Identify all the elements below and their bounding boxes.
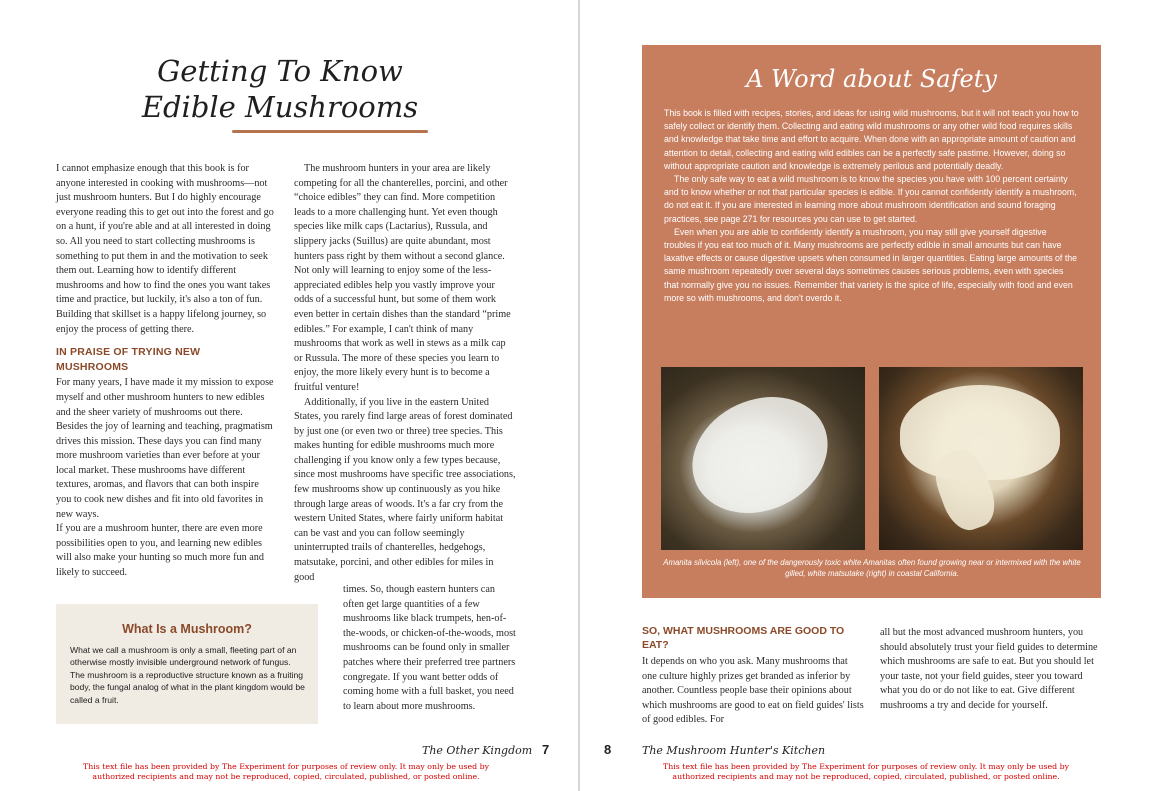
paragraph: If you are a mushroom hunter, there are even more possibilities open to you, and learning new edibles will also make your hunting so much more fun and likely to succeed. <box>56 523 264 579</box>
paragraph: For many years, I have made it my mission to expose myself and other mushroom hunters to new edibles and the sheer variety of mushrooms out there. Besides the joy of learning and teaching, pragmatism drives this mission. These days you can find many more mushroom varieties than ever before at your local market. These mushrooms have different textures, aromas, and flavors that can both inspire you to cook new dishes and fit into old favorites in new ways. <box>56 377 274 520</box>
left-column-2 <box>294 162 516 585</box>
section-heading-praise: IN PRAISE OF TRYING NEW MUSHROOMS <box>56 346 201 373</box>
title-underline <box>232 130 428 133</box>
safety-body <box>664 107 1080 305</box>
page-title-line2: Edible Mushrooms <box>141 90 419 124</box>
section-heading-good-to-eat: SO, WHAT MUSHROOMS ARE GOOD TO EAT? <box>642 625 845 651</box>
paragraph: all but the most advanced mushroom hunters, you should absolutely trust your field guides to determine which mushrooms are safe to eat. But you should let your taste, not your field guides, steer you toward what you do or do not like to eat. Give different mushrooms a try and decide for yourself. <box>880 627 1098 711</box>
safety-title: A Word about Safety <box>746 65 997 93</box>
paragraph: times. So, though eastern hunters can often get large quantities of a few mushrooms like black trumpets, hen-of-the-woods, or chicken-of-the-woods, most mushrooms can be found only in smaller patches where their preferred tree partners congregate. If you want better odds of coming home with a full basket, you need to learn about more mushrooms. <box>343 584 516 712</box>
review-notice-left: This text file has been provided by The Experiment for purposes of review only. It may only be used by authorized recipients and may not be reproduced, copied, circulated, published, or posted online. <box>83 762 489 781</box>
paragraph: Even when you are able to confidently identify a mushroom, you may still give yourself digestive troubles if you eat too much of it. Many mushrooms are perfectly edible in small amounts but can have laxative effects or cause digestive upsets when consumed in larger quantities. Eating large amounts of the same mushroom repeatedly over several days sometimes causes serious problems, even with species that normally give you no issues. Remember that variety is the spice of life, especially with food and even more so with mushrooms, and don't overdo it. <box>664 226 1078 303</box>
right-column-2 <box>880 626 1102 714</box>
sidebar-body: What we call a mushroom is only a small, fleeting part of an otherwise mostly invisible underground network of fungus. The mushroom is a reproductive structure known as a fruiting body, the fungal analog of what in the plant kingdom would be called a fruit. <box>70 645 305 705</box>
footer-title-right: The Mushroom Hunter's Kitchen <box>642 744 826 757</box>
paragraph: Additionally, if you live in the eastern United States, you rarely find large areas of forest dominated by just one (or even two or three) tree species. This makes hunting for edible mushrooms much more challenging if you know only a few types because, since most mushrooms have specific tree associations, few mushrooms show up continuously as you hike through large areas of woods. It's a far cry from the western United States, where fairly uniform habitat can be vast and you can follow seemingly uninterrupted trails of chanterelles, hedgehogs, matsutake, porcini, and other edibles for miles in good <box>294 396 516 583</box>
photo-caption: Amanita silvicola (left), one of the dangerously toxic white Amanitas often found growing near or intermixed with the white gilled, white matsutake (right) in coastal California. <box>663 558 1081 578</box>
page-number-left: 7 <box>542 742 550 757</box>
footer-title-left: The Other Kingdom <box>422 744 533 757</box>
left-column-2-continued <box>343 583 517 714</box>
paragraph: The mushroom hunters in your area are likely competing for all the chanterelles, porcini, and other “choice edibles” they can find. More competition leads to a more challenging hunt. Yet even though species like milk caps (Lactarius), Russula, and slippery jacks (Suillus) are quite abundant, most hunters pass right by them without a second glance. Not only will learning to enjoy some of the less-appreciated edibles help you vastly improve your odds of a successful hunt, but some of them work even better in certain dishes than the standard “prime edibles.” For example, I can't think of many mushrooms that work as well in stews as a milk cap or Russula. The more of these species you learn to enjoy, the more likely every hunt is to become a fruitful venture! <box>294 163 511 393</box>
sidebar-title: What Is a Mushroom? <box>122 622 252 636</box>
sidebar-what-is-mushroom <box>56 604 318 724</box>
review-notice-right: This text file has been provided by The Experiment for purposes of review only. It may only be used by authorized recipients and may not be reproduced, copied, circulated, published, or posted online. <box>663 762 1069 781</box>
paragraph: I cannot emphasize enough that this book is for anyone interested in cooking with mushrooms—not just mushroom hunters. But I do highly encourage everyone reading this to get out into the forest and go on a hunt, if you're able and at all interested in doing so. All you need to start collecting mushrooms is something to put them in and the motivation to seek them out. Learning how to identify different mushrooms and how to find the ones you want takes time and practice, but luckily, it's also a ton of fun. Building that skillset is a happy lifelong journey, so enjoy the process of getting there. <box>56 163 274 335</box>
left-column-1 <box>56 162 274 581</box>
paragraph: It depends on who you ask. Many mushrooms that one culture highly prizes get branded as inferior by another. Countless people base their opinions about which mushrooms are good to eat on field guides' lists of good edibles. For <box>642 656 864 726</box>
page-number-right: 8 <box>604 742 612 757</box>
paragraph: The only safe way to eat a wild mushroom is to know the species you have with 100 percent certainty and to know whether or not that particular species is edible. If you cannot confidently identify a mushroom, do not eat it. If you are interested in learning more about mushroom identification and sound foraging practices, see page 271 for resources you can use to get started. <box>664 174 1077 224</box>
page-title-line1: Getting To Know <box>157 54 403 88</box>
page-gutter <box>578 0 580 791</box>
right-column-1 <box>642 655 864 728</box>
paragraph: This book is filled with recipes, stories, and ideas for using wild mushrooms, but it will not teach you how to safely collect or identify them. Collecting and eating wild mushrooms or any other wild food requires skills and knowledge that take time and effort to acquire. When done with an appropriate amount of caution and attention to detail, collecting and eating wild edibles can be a perfectly safe pastime. However, doing so without appropriate caution and knowledge is extremely perilous and potentially deadly. <box>664 108 1079 171</box>
